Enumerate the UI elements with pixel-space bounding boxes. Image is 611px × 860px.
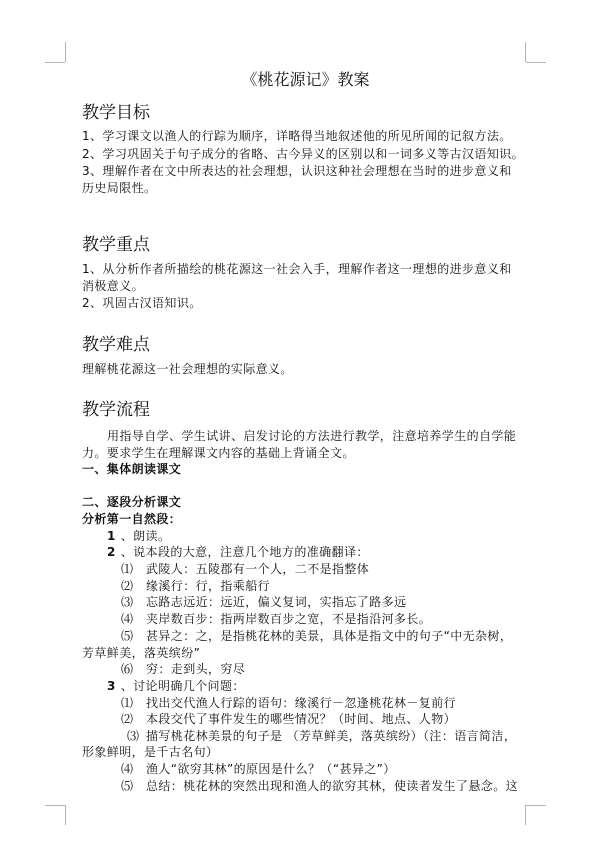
step-text: 、朗读。	[120, 529, 171, 543]
section-heading-goals: 教学目标	[82, 103, 150, 123]
goal-item: 3、理解作者在文中所表达的社会理想，认识这种社会理想在当时的进步意义和	[82, 164, 512, 178]
sub-item-text: 描写桃花林美景的句子是 （芳草鲜美，落英缤纷）（注：语言简洁，	[146, 729, 517, 743]
sub-item-text: 找出交代渔人行踪的语句：缘溪行－忽逢桃花林－复前行	[146, 696, 457, 710]
sub-item-marker: ⑵	[121, 579, 134, 593]
sub-item-marker: ⑴	[121, 696, 134, 710]
step-number: 1	[107, 529, 116, 543]
process-intro-continued: 力。要求学生在理解课文内容的基础上背诵全文。	[82, 446, 355, 460]
sub-item-marker: ⑵	[121, 712, 134, 726]
step-item	[107, 544, 369, 561]
sub-item-marker: ⑶	[127, 729, 140, 743]
goal-item: 1、学习课文以渔人的行踪为顺序，详略得当地叙述他的所见所闻的记叙方法。	[82, 129, 512, 143]
sub-item-text: 武陵人：五陵郡有一个人，二不是指整体	[146, 562, 370, 576]
difficulty-item: 理解桃花源这一社会理想的实际意义。	[82, 362, 293, 376]
sub-item-text: 缘溪行：行，指乘船行	[146, 579, 271, 593]
part-heading: 一、集体朗读课文	[82, 462, 182, 476]
sub-item-text: 甚异之：之，是指桃花林的美景，具体是指文中的句子“中无杂树，	[146, 629, 513, 643]
step-item	[107, 528, 170, 545]
section-heading-difficulty: 教学难点	[82, 335, 150, 355]
crop-mark-top-right	[525, 42, 526, 62]
step-number: 3	[107, 679, 116, 693]
crop-mark-top-left	[65, 42, 66, 62]
sub-item-text: 忘路志远近：远近，偏义复词，实指忘了路多远	[146, 595, 407, 609]
section-heading-process: 教学流程	[82, 400, 150, 420]
paragraph-label: 分析第一自然段：	[82, 512, 182, 526]
sub-item-text: 渔人“欲穷其林”的原因是什么？（“甚异之”）	[146, 762, 396, 776]
key-point-item-continued: 消极意义。	[82, 279, 145, 293]
sub-item-marker: ⑷	[121, 612, 134, 626]
step-item	[107, 678, 245, 695]
sub-item-marker: ⑴	[121, 562, 134, 576]
key-point-item: 1、从分析作者所描绘的桃花源这一社会入手，理解作者这一理想的进步意义和	[82, 262, 512, 276]
sub-item-marker: ⑷	[121, 762, 134, 776]
sub-item-text-continued: 芳草鲜美，落英缤纷”	[82, 646, 201, 660]
crop-mark-bottom-right	[525, 805, 526, 825]
crop-mark-top-left	[45, 62, 65, 63]
sub-item-text: 夹岸数百步：指两岸数百步之宽，不是指沿河多长。	[146, 612, 432, 626]
part-heading: 二、逐段分析课文	[82, 495, 182, 509]
sub-item-marker: ⑸	[121, 779, 134, 793]
key-point-item: 2、巩固古汉语知识。	[82, 296, 202, 310]
crop-mark-top-right	[526, 62, 546, 63]
sub-item-text: 穷：走到头，穷尽	[146, 662, 246, 676]
section-heading-key-points: 教学重点	[82, 235, 150, 255]
sub-item-text-continued: 形象鲜明，是千古名句）	[82, 745, 219, 759]
step-number: 2	[107, 545, 116, 559]
goal-item-continued: 历史局限性。	[82, 181, 157, 195]
sub-item-text: 本段交代了事件发生的哪些情况？（时间、地点、人物）	[146, 712, 457, 726]
goal-item: 2、学习巩固关于句子成分的省略、古今异义的区别以和一词多义等古汉语知识。	[82, 147, 525, 161]
sub-item-marker: ⑹	[121, 662, 134, 676]
sub-item-text: 总结：桃花林的突然出现和渔人的欲穷其林，使读者发生了悬念。这	[146, 779, 519, 793]
process-intro: 用指导自学、学生试讲、启发讨论的方法进行教学，注意培养学生的自学能	[107, 429, 517, 443]
crop-mark-bottom-left	[65, 805, 66, 825]
sub-item-marker: ⑸	[121, 629, 134, 643]
doc-title: 《桃花源记》教案	[241, 70, 370, 89]
step-text: 、讨论明确几个问题：	[120, 679, 245, 693]
sub-item-marker: ⑶	[121, 595, 134, 609]
crop-mark-bottom-right	[526, 805, 546, 806]
crop-mark-bottom-left	[45, 805, 65, 806]
step-text: 、说本段的大意，注意几个地方的准确翻译：	[120, 545, 369, 559]
